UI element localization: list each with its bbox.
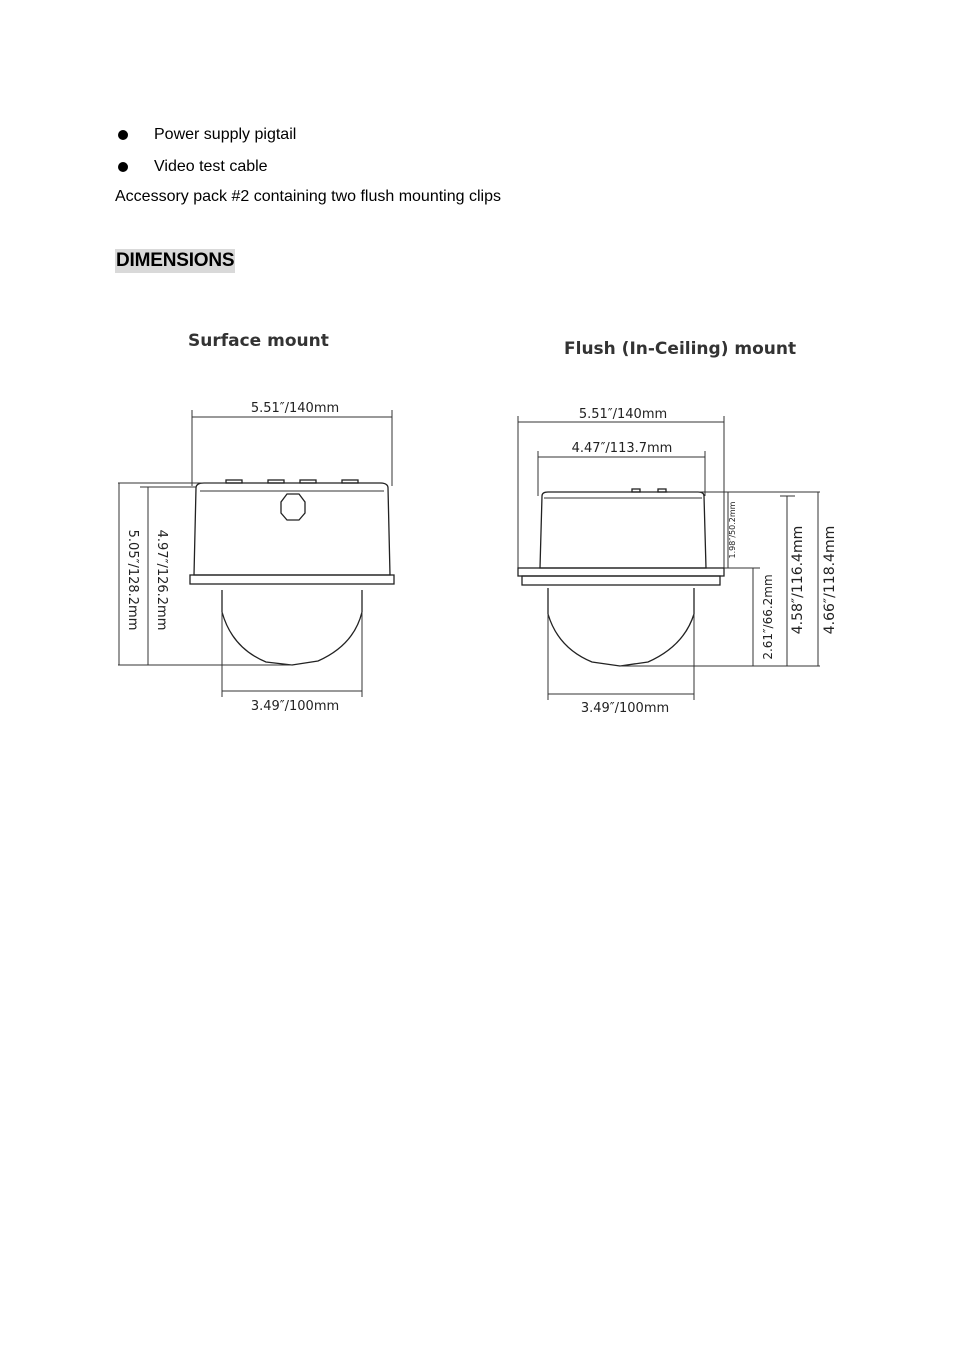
flush-height-dome-label: 2.61″/66.2mm — [761, 574, 775, 660]
flush-width-mid-label: 4.47″/113.7mm — [571, 441, 673, 456]
surface-height-inner-label: 4.97″/126.2mm — [154, 529, 169, 631]
surface-width-top-label: 5.51″/140mm — [250, 401, 340, 416]
surface-height-outer-label: 5.05″/128.2mm — [125, 529, 140, 631]
flush-height-small-label: 1.98″/50.2mm — [728, 501, 737, 559]
flush-mount-title: Flush (In-Ceiling) mount — [564, 339, 797, 359]
list-item-text: Video test cable — [154, 158, 268, 175]
surface-width-bottom-label: 3.49″/100mm — [250, 699, 340, 714]
list-item-text: Power supply pigtail — [154, 126, 297, 143]
flush-width-top-label: 5.51″/140mm — [578, 407, 668, 422]
flush-height-outer-label: 4.66″/118.4mm — [822, 525, 838, 635]
flush-width-bottom-label: 3.49″/100mm — [580, 701, 670, 716]
accessory-paragraph: Accessory pack #2 containing two flush mounting clips — [115, 188, 501, 205]
surface-mount-title: Surface mount — [188, 331, 329, 351]
section-heading: DIMENSIONS — [116, 250, 235, 271]
flush-height-mid-label: 4.58″/116.4mm — [790, 525, 806, 635]
cable-port-icon — [281, 494, 305, 520]
